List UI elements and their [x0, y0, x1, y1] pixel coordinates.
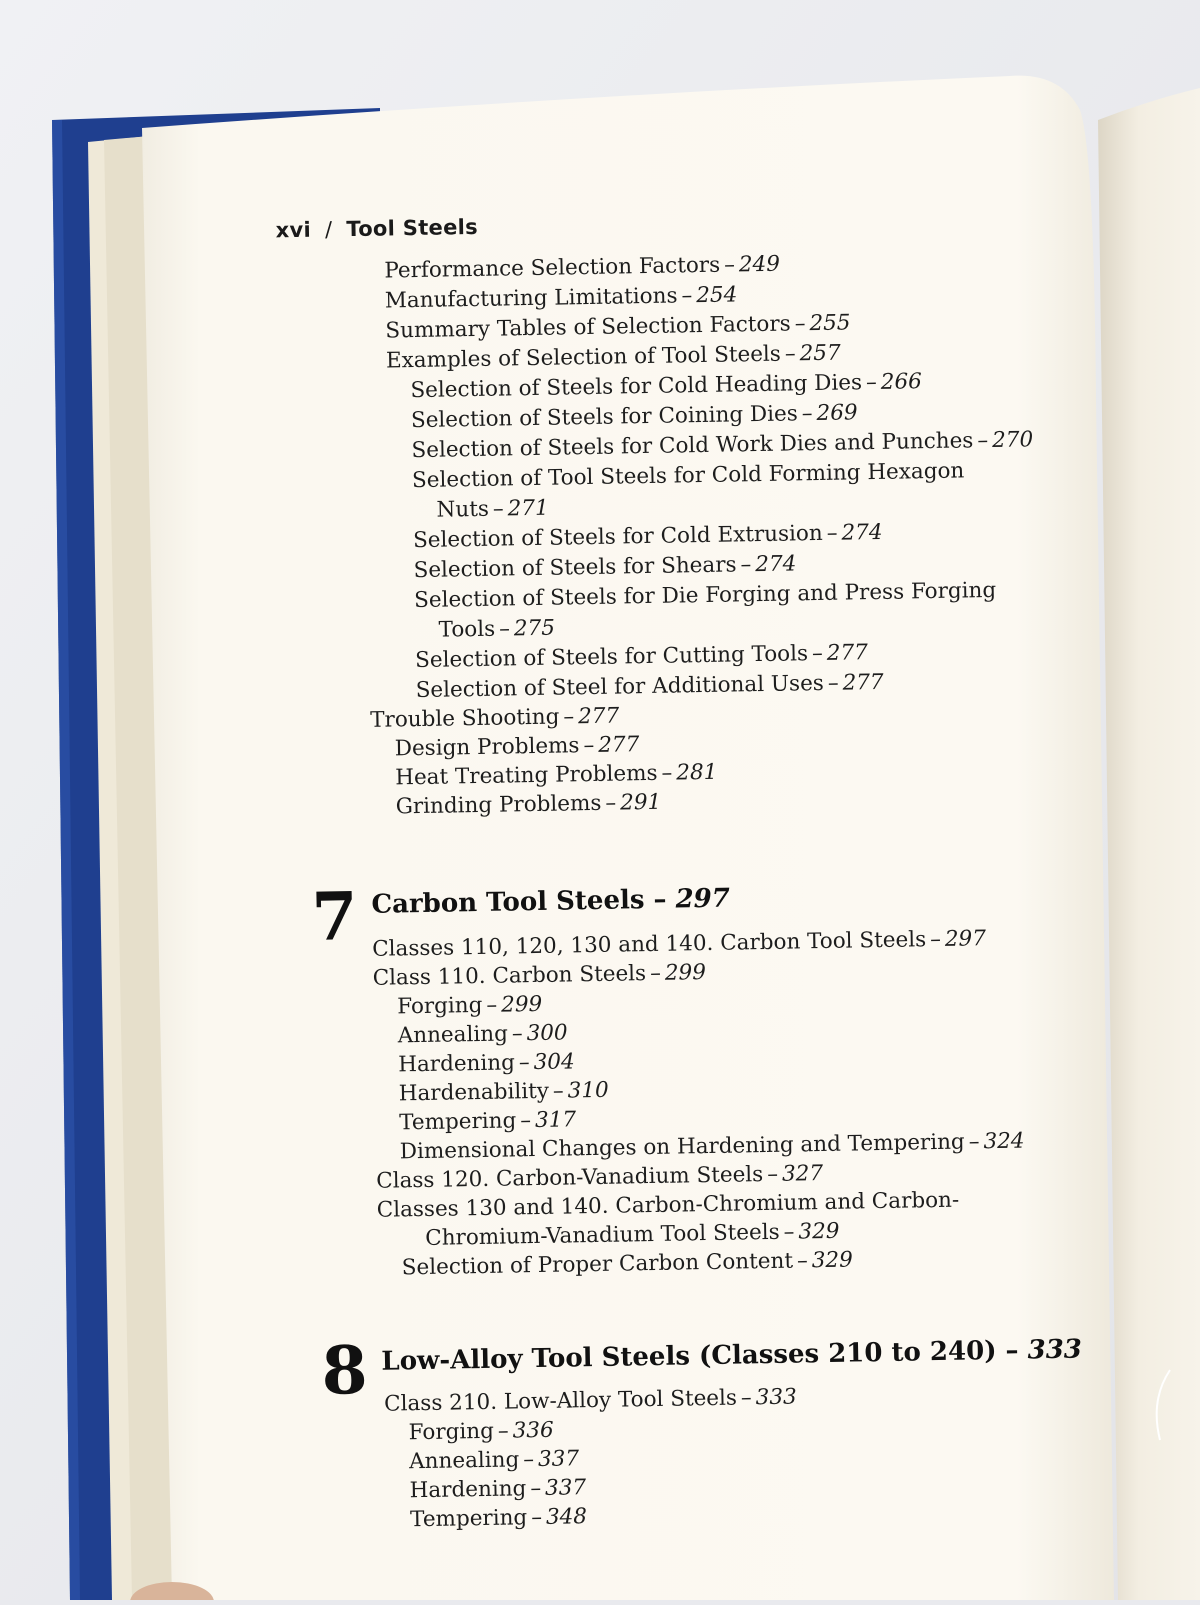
entry-dash: –: [723, 252, 736, 278]
entry-text: Annealing: [397, 1021, 509, 1049]
entry-dash: –: [801, 401, 813, 427]
chapter-dash: –: [644, 884, 676, 916]
chapter-title-text: Low-Alloy Tool Steels (Classes 210 to 240): [381, 1336, 997, 1377]
entry-text: Classes 110, 120, 130 and 140. Carbon Tool Steels: [371, 927, 927, 962]
entry-dash: –: [649, 960, 662, 986]
chapter-entry: [399, 1128, 1025, 1165]
entry-text: Tools: [438, 616, 496, 643]
toc-entry: [413, 577, 997, 614]
entry-page-number: 337: [544, 1475, 587, 1501]
book-title: Tool Steels: [346, 214, 479, 242]
entry-dash: –: [826, 520, 838, 546]
entry-page-number: 299: [664, 960, 707, 986]
entry-dash: –: [530, 1504, 543, 1531]
entry-page-number: 291: [619, 789, 662, 816]
entry-text: Tempering: [409, 1505, 528, 1533]
entry-page-number: 299: [500, 991, 543, 1018]
entry-text: Nuts: [436, 496, 490, 523]
chapter-entry: [372, 928, 986, 960]
chapter-entry: [410, 1506, 587, 1531]
toc-entry: [395, 789, 662, 820]
entry-dash: –: [530, 1475, 542, 1502]
toc-entry: [410, 400, 858, 434]
entry-text: Selection of Steels for Cold Heading Dies: [410, 370, 863, 404]
chapter-entry: [425, 1218, 840, 1251]
chapter-title-text: Carbon Tool Steels: [371, 885, 645, 920]
entry-page-number: 348: [545, 1504, 588, 1530]
entry-dash: –: [605, 790, 617, 816]
entry-text: Selection of Tool Steels for Cold Forming Hexagon: [411, 458, 965, 494]
entry-page-number: 277: [842, 669, 884, 696]
entry-page-number: 317: [534, 1107, 577, 1134]
chapter-dash: –: [996, 1335, 1028, 1367]
entry-page-number: 257: [799, 340, 841, 367]
entry-text: Class 210. Low-Alloy Tool Steels: [383, 1385, 738, 1417]
entry-page-number: 270: [991, 427, 1034, 453]
chapter-title: [371, 883, 731, 920]
entry-dash: –: [583, 732, 595, 759]
chapter-entry: [409, 1477, 586, 1502]
chapter-number: 7: [310, 877, 359, 956]
entry-page-number: 297: [944, 926, 987, 952]
toc-entry: [411, 427, 1034, 464]
chapter-entry: [397, 1020, 568, 1049]
entry-page-number: 324: [983, 1128, 1025, 1155]
entry-page-number: 275: [513, 615, 556, 642]
entry-text: Hardenability: [398, 1078, 550, 1107]
chapter-entry: [376, 1163, 823, 1192]
entry-text: Chromium-Vanadium Tool Steels: [425, 1219, 780, 1251]
entry-text: Class 110. Carbon Steels: [372, 961, 647, 991]
entry-dash: –: [794, 311, 806, 337]
entry-dash: –: [498, 616, 511, 642]
entry-text: Selection of Steels for Cold Extrusion: [412, 520, 823, 554]
entry-dash: –: [968, 1129, 980, 1155]
entry-text: Selection of Steel for Additional Uses: [415, 670, 825, 704]
entry-text: Summary Tables of Selection Factors: [385, 311, 791, 344]
toc-entry: [385, 340, 841, 374]
entry-page-number: 327: [781, 1161, 824, 1187]
toc-entry: [411, 458, 965, 494]
toc-entry: [412, 519, 883, 554]
chapter-entry: [397, 991, 543, 1020]
entry-dash: –: [767, 1161, 779, 1187]
entry-text: Grinding Problems: [395, 790, 602, 820]
entry-text: Classes 130 and 140. Carbon-Chromium and Carbon-: [376, 1187, 960, 1223]
toc-entry: [410, 369, 923, 404]
entry-text: Selection of Steels for Shears: [413, 552, 737, 584]
toc-entry: [370, 703, 620, 733]
entry-text: Design Problems: [394, 733, 580, 762]
entry-dash: –: [796, 1248, 808, 1274]
chapter-entry: [373, 962, 707, 989]
entry-text: Class 120. Carbon-Vanadium Steels: [376, 1162, 764, 1194]
entry-text: Forging: [408, 1418, 495, 1446]
entry-page-number: 310: [567, 1077, 609, 1104]
chapter-entry: [408, 1446, 580, 1475]
entry-page-number: 271: [507, 495, 549, 522]
entry-dash: –: [518, 1050, 530, 1076]
toc-entry: [384, 251, 781, 284]
entry-text: Heat Treating Problems: [395, 760, 658, 791]
entry-text: Tempering: [399, 1108, 517, 1136]
entry-dash: –: [865, 369, 878, 396]
page-number-roman: xvi: [275, 217, 312, 243]
entry-text: Annealing: [408, 1447, 520, 1475]
entry-page-number: 336: [512, 1417, 554, 1444]
chapter-title: [381, 1334, 1083, 1377]
entry-dash: –: [511, 1021, 523, 1047]
chapter-entry: [383, 1384, 797, 1417]
separator: /: [324, 217, 333, 242]
entry-page-number: 277: [826, 640, 869, 666]
entry-page-number: 249: [738, 251, 781, 278]
entry-dash: –: [811, 640, 824, 667]
chapter-entry: [401, 1247, 854, 1281]
entry-page-number: 300: [526, 1020, 568, 1047]
entry-page-number: 281: [676, 759, 718, 786]
entry-page-number: 255: [809, 310, 851, 337]
toc-entry: [415, 669, 884, 704]
entry-text: Selection of Proper Carbon Content: [401, 1248, 794, 1281]
chapter-entry: [399, 1109, 576, 1134]
chapter-entry: [398, 1077, 609, 1107]
entry-page-number: 266: [880, 369, 923, 395]
entry-page-number: 277: [577, 703, 620, 730]
toc-entry: [436, 495, 549, 523]
entry-text: Selection of Steels for Cold Work Dies and Punches: [411, 428, 974, 464]
entry-page-number: 277: [598, 732, 640, 758]
entry-text: Forging: [397, 992, 483, 1020]
entry-dash: –: [977, 428, 989, 454]
entry-dash: –: [520, 1108, 532, 1134]
entry-dash: –: [740, 552, 752, 578]
toc-entry: [395, 734, 640, 760]
entry-text: Selection of Steels for Cutting Tools: [414, 641, 809, 674]
entry-page-number: 329: [811, 1247, 854, 1274]
toc-entry: [395, 759, 718, 791]
entry-page-number: 269: [816, 400, 858, 427]
entry-dash: –: [492, 496, 504, 522]
chapter-entry: [376, 1187, 960, 1223]
entry-dash: –: [681, 283, 693, 309]
entry-text: Examples of Selection of Tool Steels: [385, 341, 782, 374]
toc-entry: [385, 284, 738, 312]
entry-page-number: 254: [696, 282, 738, 309]
entry-dash: –: [523, 1447, 535, 1473]
entry-dash: –: [563, 704, 575, 730]
entry-page-number: 329: [798, 1218, 840, 1245]
chapter-entry: [408, 1417, 554, 1446]
entry-text: Manufacturing Limitations: [384, 283, 678, 314]
chapter-page-number: 333: [1027, 1334, 1083, 1366]
toc-entry: [414, 640, 869, 674]
entry-text: Performance Selection Factors: [384, 252, 721, 284]
entry-text: Selection of Steels for Coining Dies: [410, 401, 799, 434]
entry-text: Hardening: [409, 1476, 527, 1504]
entry-page-number: 337: [537, 1446, 580, 1473]
entry-page-number: 274: [841, 519, 883, 546]
chapter-page-number: 297: [675, 883, 731, 915]
entry-text: Trouble Shooting: [370, 704, 560, 733]
toc-entry: [385, 312, 850, 342]
entry-dash: –: [497, 1418, 509, 1444]
entry-text: Selection of Steels for Die Forging and Press Forging: [413, 577, 997, 614]
entry-dash: –: [827, 670, 839, 696]
toc-entry: [413, 551, 797, 584]
entry-text: Dimensional Changes on Hardening and Tempering: [399, 1129, 965, 1165]
entry-dash: –: [486, 992, 498, 1018]
chapter-number: 8: [320, 1330, 369, 1410]
entry-page-number: 274: [755, 551, 797, 578]
entry-dash: –: [552, 1078, 564, 1104]
entry-dash: –: [783, 1219, 795, 1245]
chapter-entry: [398, 1051, 575, 1076]
toc-entry: [438, 615, 556, 643]
entry-page-number: 304: [533, 1049, 575, 1076]
entry-dash: –: [661, 760, 673, 786]
entry-dash: –: [740, 1385, 752, 1411]
entry-text: Hardening: [398, 1050, 516, 1078]
entry-dash: –: [929, 926, 942, 953]
entry-page-number: 333: [755, 1384, 797, 1411]
entry-dash: –: [784, 341, 796, 367]
